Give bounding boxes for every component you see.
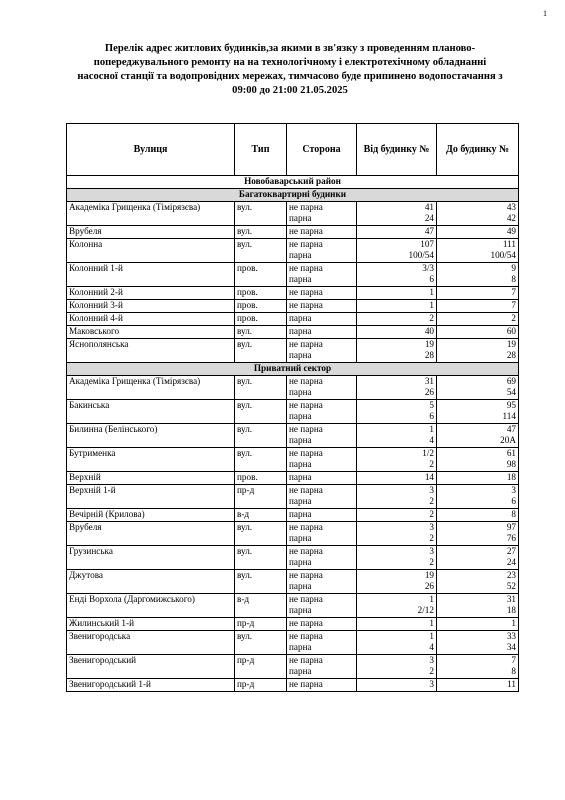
from-cell (357, 522, 437, 546)
street-cell: Колонний 1-й (67, 263, 235, 287)
cell-line: 1/2 (422, 448, 434, 458)
to-cell (437, 226, 519, 239)
to-cell (437, 618, 519, 631)
to-cell (437, 485, 519, 509)
type-cell: вул. (235, 546, 287, 570)
cell-line: парна (289, 557, 312, 567)
side-cell (287, 472, 357, 485)
side-cell (287, 448, 357, 472)
side-cell (287, 485, 357, 509)
cell-line: 27 (506, 546, 516, 556)
title-line: насосної станції та водопровідних мережах, тимчасово буде припинено водопостачання з (77, 71, 503, 82)
from-cell (357, 313, 437, 326)
table-row (67, 326, 519, 339)
cell-line: 41 (424, 202, 434, 212)
cell-line: 26 (424, 581, 434, 591)
cell-line: не парна (289, 570, 323, 580)
header-from: Від будинку № (357, 124, 437, 176)
cell-line: 3 (429, 679, 434, 689)
cell-line: парна (289, 411, 312, 421)
from-cell (357, 326, 437, 339)
cell-line: 2 (511, 313, 516, 323)
to-cell (437, 424, 519, 448)
from-cell (357, 448, 437, 472)
cell-line: 8 (511, 509, 516, 519)
title-line: попереджувального ремонту на на технологічному і електротехічному обладнанні (93, 57, 487, 68)
cell-line: парна (289, 213, 312, 223)
cell-line: не парна (289, 679, 323, 689)
street-cell: Звенигородський (67, 655, 235, 679)
cell-line: парна (289, 313, 312, 323)
to-cell (437, 570, 519, 594)
from-cell (357, 485, 437, 509)
cell-line: 97 (506, 522, 516, 532)
table-row (67, 239, 519, 263)
cell-line: парна (289, 459, 312, 469)
cell-line: не парна (289, 594, 323, 604)
side-cell (287, 326, 357, 339)
cell-line: 2 (429, 459, 434, 469)
section-row (67, 189, 519, 202)
cell-line: 54 (506, 387, 516, 397)
type-cell: пров. (235, 263, 287, 287)
type-cell: пр-д (235, 618, 287, 631)
to-cell (437, 655, 519, 679)
cell-line: парна (289, 509, 312, 519)
from-cell (357, 618, 437, 631)
cell-line: не парна (289, 400, 323, 410)
cell-line: 3 (429, 522, 434, 532)
type-cell: вул. (235, 226, 287, 239)
cell-line: не парна (289, 376, 323, 386)
cell-line: 2 (429, 666, 434, 676)
from-cell (357, 424, 437, 448)
from-cell (357, 226, 437, 239)
cell-line: не парна (289, 522, 323, 532)
cell-line: 4 (429, 642, 434, 652)
cell-line: 7 (511, 655, 516, 665)
from-cell (357, 300, 437, 313)
cell-line: 40 (424, 326, 434, 336)
side-cell (287, 631, 357, 655)
to-cell (437, 376, 519, 400)
side-cell (287, 226, 357, 239)
street-cell: Колонний 2-й (67, 287, 235, 300)
cell-line: 28 (424, 350, 434, 360)
street-cell: Маковського (67, 326, 235, 339)
type-cell: вул. (235, 522, 287, 546)
type-cell: вул. (235, 631, 287, 655)
cell-line: 69 (506, 376, 516, 386)
type-cell: пр-д (235, 679, 287, 692)
cell-line: парна (289, 642, 312, 652)
side-cell (287, 239, 357, 263)
cell-line: 3 (429, 485, 434, 495)
cell-line: парна (289, 496, 312, 506)
to-cell (437, 448, 519, 472)
district-row (67, 176, 519, 189)
street-cell: Колонний 3-й (67, 300, 235, 313)
type-cell: пров. (235, 313, 287, 326)
street-cell: Бутрименка (67, 448, 235, 472)
cell-line: 31 (424, 376, 434, 386)
street-cell: Колонна (67, 239, 235, 263)
table-row (67, 424, 519, 448)
cell-line: 100/54 (408, 250, 434, 260)
cell-line: 34 (506, 642, 516, 652)
header-side: Сторона (287, 124, 357, 176)
cell-line: 23 (506, 570, 516, 580)
street-cell: Енді Ворхола (Даргомижського) (67, 594, 235, 618)
table-row (67, 546, 519, 570)
table-row (67, 226, 519, 239)
from-cell (357, 263, 437, 287)
cell-line: 111 (502, 239, 516, 249)
cell-line: 33 (506, 631, 516, 641)
cell-line: 1 (429, 631, 434, 641)
to-cell (437, 546, 519, 570)
table-row (67, 618, 519, 631)
cell-line: не парна (289, 226, 323, 236)
cell-line: 2 (429, 533, 434, 543)
street-cell: Академіка Грищенка (Тімірязєва) (67, 376, 235, 400)
street-cell: Звенигородський 1-й (67, 679, 235, 692)
table-header-row (67, 124, 519, 176)
cell-line: 3 (511, 485, 516, 495)
cell-line: 114 (502, 411, 516, 421)
table-row (67, 485, 519, 509)
cell-line: 31 (506, 594, 516, 604)
from-cell (357, 570, 437, 594)
to-cell (437, 287, 519, 300)
street-cell: Бакинська (67, 400, 235, 424)
cell-line: 3 (429, 546, 434, 556)
table-body (67, 176, 519, 692)
cell-line: 52 (506, 581, 516, 591)
side-cell (287, 263, 357, 287)
side-cell (287, 424, 357, 448)
cell-line: парна (289, 274, 312, 284)
cell-line: 95 (506, 400, 516, 410)
cell-line: 3 (429, 655, 434, 665)
to-cell (437, 300, 519, 313)
cell-line: 18 (506, 605, 516, 615)
street-cell: Грузинська (67, 546, 235, 570)
cell-line: 6 (429, 411, 434, 421)
cell-line: 28 (506, 350, 516, 360)
cell-line: 5 (429, 400, 434, 410)
document-title (70, 42, 510, 98)
cell-line: парна (289, 350, 312, 360)
side-cell (287, 202, 357, 226)
from-cell (357, 472, 437, 485)
cell-line: 1 (429, 594, 434, 604)
type-cell: пров. (235, 472, 287, 485)
cell-line: 60 (506, 326, 516, 336)
cell-line: 7 (511, 287, 516, 297)
side-cell (287, 522, 357, 546)
table-row (67, 448, 519, 472)
from-cell (357, 339, 437, 363)
cell-line: 26 (424, 387, 434, 397)
section-title: Приватний сектор (67, 363, 519, 376)
side-cell (287, 400, 357, 424)
cell-line: 47 (506, 424, 516, 434)
cell-line: 1 (429, 618, 434, 628)
cell-line: парна (289, 326, 312, 336)
side-cell (287, 655, 357, 679)
cell-line: не парна (289, 202, 323, 212)
street-cell: Вечірній (Крилова) (67, 509, 235, 522)
table-row (67, 570, 519, 594)
table-row (67, 472, 519, 485)
district-name: Новобаварський район (67, 176, 519, 189)
table-row (67, 339, 519, 363)
to-cell (437, 400, 519, 424)
side-cell (287, 300, 357, 313)
from-cell (357, 239, 437, 263)
cell-line: парна (289, 435, 312, 445)
from-cell (357, 546, 437, 570)
cell-line: 19 (506, 339, 516, 349)
to-cell (437, 313, 519, 326)
cell-line: 61 (506, 448, 516, 458)
table-row (67, 300, 519, 313)
from-cell (357, 655, 437, 679)
side-cell (287, 376, 357, 400)
cell-line: 19 (424, 570, 434, 580)
type-cell: вул. (235, 326, 287, 339)
type-cell: в-д (235, 594, 287, 618)
cell-line: не парна (289, 239, 323, 249)
type-cell: вул. (235, 339, 287, 363)
table-row (67, 263, 519, 287)
cell-line: 6 (429, 274, 434, 284)
type-cell: пров. (235, 287, 287, 300)
cell-line: 6 (511, 496, 516, 506)
cell-line: 43 (506, 202, 516, 212)
from-cell (357, 594, 437, 618)
header-type: Тип (235, 124, 287, 176)
side-cell (287, 546, 357, 570)
cell-line: парна (289, 387, 312, 397)
type-cell: вул. (235, 376, 287, 400)
table-row (67, 202, 519, 226)
cell-line: 100/54 (490, 250, 516, 260)
from-cell (357, 202, 437, 226)
header-street: Вулиця (67, 124, 235, 176)
side-cell (287, 594, 357, 618)
cell-line: 107 (420, 239, 434, 249)
to-cell (437, 263, 519, 287)
from-cell (357, 287, 437, 300)
type-cell: в-д (235, 509, 287, 522)
cell-line: 9 (511, 263, 516, 273)
cell-line: 42 (506, 213, 516, 223)
side-cell (287, 313, 357, 326)
street-cell: Яснополянська (67, 339, 235, 363)
cell-line: не парна (289, 546, 323, 556)
cell-line: 76 (506, 533, 516, 543)
type-cell: пр-д (235, 485, 287, 509)
cell-line: 24 (424, 213, 434, 223)
street-cell: Врубеля (67, 522, 235, 546)
side-cell (287, 287, 357, 300)
cell-line: 2 (429, 496, 434, 506)
from-cell (357, 400, 437, 424)
to-cell (437, 679, 519, 692)
side-cell (287, 679, 357, 692)
to-cell (437, 509, 519, 522)
side-cell (287, 509, 357, 522)
street-cell: Врубеля (67, 226, 235, 239)
cell-line: 49 (506, 226, 516, 236)
cell-line: 11 (507, 679, 516, 689)
cell-line: не парна (289, 424, 323, 434)
cell-line: не парна (289, 485, 323, 495)
cell-line: не парна (289, 631, 323, 641)
cell-line: 2 (429, 557, 434, 567)
street-cell: Звенигородська (67, 631, 235, 655)
cell-line: не парна (289, 263, 323, 273)
side-cell (287, 570, 357, 594)
cell-line: 98 (506, 459, 516, 469)
cell-line: 1 (429, 424, 434, 434)
to-cell (437, 631, 519, 655)
cell-line: парна (289, 250, 312, 260)
cell-line: 8 (511, 666, 516, 676)
cell-line: не парна (289, 655, 323, 665)
street-cell: Жилинський 1-й (67, 618, 235, 631)
cell-line: 4 (429, 435, 434, 445)
type-cell: вул. (235, 400, 287, 424)
to-cell (437, 472, 519, 485)
street-cell: Билинна (Белінського) (67, 424, 235, 448)
cell-line: не парна (289, 339, 323, 349)
from-cell (357, 631, 437, 655)
side-cell (287, 618, 357, 631)
cell-line: 19 (424, 339, 434, 349)
street-cell: Колонний 4-й (67, 313, 235, 326)
table-row (67, 679, 519, 692)
table-row (67, 594, 519, 618)
cell-line: 2 (429, 509, 434, 519)
type-cell: вул. (235, 202, 287, 226)
table-row (67, 509, 519, 522)
cell-line: 7 (511, 300, 516, 310)
table-row (67, 287, 519, 300)
street-cell: Верхній (67, 472, 235, 485)
cell-line: 14 (424, 472, 434, 482)
to-cell (437, 326, 519, 339)
header-to: До будинку № (437, 124, 519, 176)
from-cell (357, 679, 437, 692)
type-cell: вул. (235, 424, 287, 448)
cell-line: 3/3 (422, 263, 434, 273)
cell-line: не парна (289, 618, 323, 628)
side-cell (287, 339, 357, 363)
cell-line: 1 (511, 618, 516, 628)
cell-line: 18 (506, 472, 516, 482)
addresses-table (66, 123, 519, 692)
from-cell (357, 509, 437, 522)
page-number: 1 (543, 9, 547, 18)
to-cell (437, 594, 519, 618)
cell-line: парна (289, 472, 312, 482)
table-row (67, 655, 519, 679)
street-cell: Джутова (67, 570, 235, 594)
section-row (67, 363, 519, 376)
cell-line: не парна (289, 448, 323, 458)
cell-line: парна (289, 581, 312, 591)
cell-line: 24 (506, 557, 516, 567)
street-cell: Верхній 1-й (67, 485, 235, 509)
cell-line: не парна (289, 287, 323, 297)
table-row (67, 522, 519, 546)
table-row (67, 376, 519, 400)
cell-line: парна (289, 533, 312, 543)
cell-line: 2/12 (417, 605, 434, 615)
cell-line: 8 (511, 274, 516, 284)
to-cell (437, 522, 519, 546)
section-title: Багатоквартирні будинки (67, 189, 519, 202)
cell-line: 1 (429, 287, 434, 297)
to-cell (437, 202, 519, 226)
to-cell (437, 239, 519, 263)
cell-line: не парна (289, 300, 323, 310)
type-cell: вул. (235, 239, 287, 263)
cell-line: парна (289, 666, 312, 676)
table-row (67, 631, 519, 655)
table-row (67, 313, 519, 326)
type-cell: вул. (235, 448, 287, 472)
table-row (67, 400, 519, 424)
title-line: 09:00 до 21:00 21.05.2025 (232, 85, 348, 96)
from-cell (357, 376, 437, 400)
type-cell: пров. (235, 300, 287, 313)
title-line: Перелік адрес житлових будинків,за якими в зв'язку з проведенням планово- (104, 43, 476, 54)
cell-line: 2 (429, 313, 434, 323)
cell-line: 20А (500, 435, 516, 445)
cell-line: 1 (429, 300, 434, 310)
street-cell: Академіка Грищенка (Тімірязєва) (67, 202, 235, 226)
type-cell: пр-д (235, 655, 287, 679)
to-cell (437, 339, 519, 363)
cell-line: парна (289, 605, 312, 615)
cell-line: 47 (424, 226, 434, 236)
type-cell: вул. (235, 570, 287, 594)
